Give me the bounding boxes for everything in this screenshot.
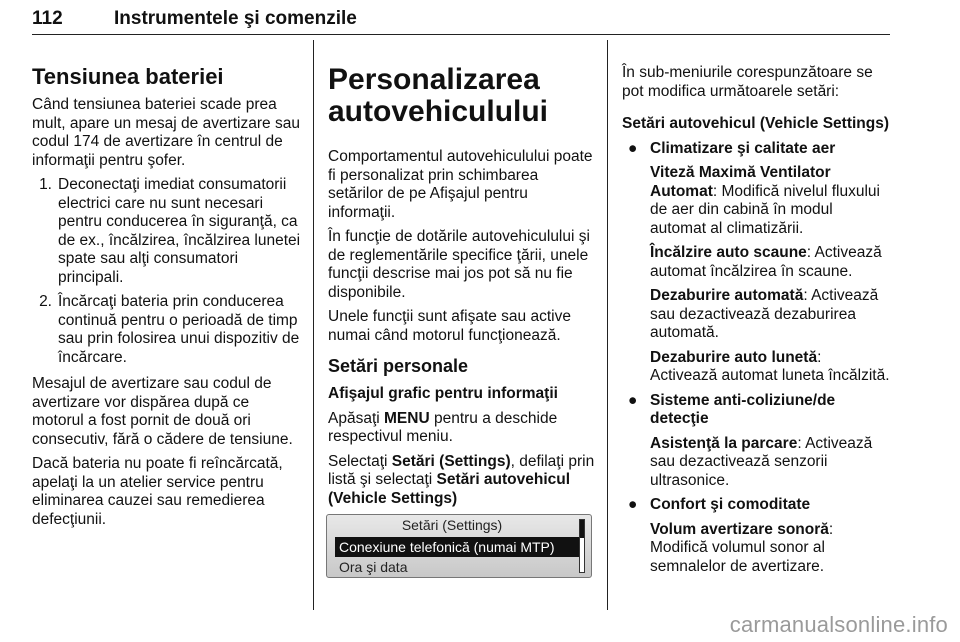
sub-item-label: Viteză Maximă Ventilator Automat (650, 164, 831, 200)
bullet-title: Confort şi comoditate (650, 496, 811, 513)
display-scrollbar (579, 519, 585, 573)
sub-item (650, 435, 890, 491)
subsubheading-graphic-display: Afişajul grafic pentru informaţii (328, 385, 558, 402)
sub-item (650, 287, 890, 343)
settings-bullet-list (622, 140, 890, 577)
vehicle-settings-heading: Setări autovehicul (Vehicle Settings) (622, 115, 890, 132)
watermark: carmanualsonline.info (729, 612, 948, 637)
bullet-icon: ● (628, 139, 638, 157)
personalization-para-3: Unele funcţii sunt afişate sau active numai când motorul funcţionează. (328, 308, 571, 344)
header-rule (32, 34, 890, 35)
press-pre: Apăsaţi (328, 409, 385, 427)
battery-intro: Când tensiunea bateriei scade prea mult, apare un mesaj de avertizare sau codul 174 de avertizare în centrul de informaţii pentru şofer. (32, 96, 300, 169)
list-item (32, 176, 302, 287)
submenus-intro: În sub-meniurile corespunzătoare se pot modifica următoarele setări: (622, 64, 873, 100)
sub-item-text: : Activează automat încălzirea în scaune. (650, 244, 882, 280)
select-mid: , defilaţi prin listă şi selectaţi (328, 452, 595, 488)
column-divider-2 (607, 40, 608, 610)
display-title: Setări (Settings) (401, 517, 503, 533)
step-text: Încărcaţi bateria prin conducerea continuă pentru o perioadă de timp sau prin folosirea unui dispozitiv de încărcare. (58, 293, 300, 366)
settings-label: Setări (Settings) (391, 452, 511, 470)
running-title: Instrumentele şi comenzile (114, 8, 357, 29)
sub-item-label: Volum avertizare sonoră (650, 520, 829, 538)
right-column (622, 64, 890, 582)
sub-item-label: Asistenţă la parcare (650, 434, 798, 452)
personalization-para-1: Comportamentul autovehiculului poate fi personalizat prin schimbarea setărilor de pe Afişajul pentru informaţii. (328, 148, 593, 221)
bullet-title: Climatizare şi calitate aer (650, 139, 836, 157)
sub-item-label: Dezaburire auto lunetă (650, 348, 818, 366)
section-heading-battery: Tensiunea bateriei (32, 64, 224, 89)
column-divider-1 (313, 40, 314, 610)
subheading-personal-settings: Setări personale (328, 356, 469, 376)
page-number: 112 (32, 8, 63, 29)
left-column (32, 46, 302, 535)
sub-item-text: : Activează sau dezactivează senzorii ultrasonice. (650, 434, 873, 489)
display-scroll-thumb (580, 520, 584, 538)
sub-item-text: : Activează automat luneta încălzită. (650, 348, 890, 384)
sub-item (650, 521, 890, 577)
battery-para-3: Dacă bateria nu poate fi reîncărcată, apelaţi la un atelier service pentru eliminarea cauzei sau remedierea defecţiunii. (32, 455, 283, 528)
battery-steps (32, 176, 302, 367)
section-heading-personalization: Personalizarea autovehiculului (328, 63, 549, 128)
middle-column (328, 46, 596, 514)
battery-para-2: Mesajul de avertizare sau codul de avertizare vor dispărea după ce motorul a fost pornit de două ori consecutiv, fără o cădere de tensiune. (32, 375, 293, 448)
step-number: 1. (39, 176, 52, 193)
sub-item-text: : Modifică volumul sonor al semnalelor de avertizare. (650, 520, 834, 575)
personalization-para-2: În funcţie de dotările autovehiculului şi de reglementările specifice ţării, unele funcţii descrise mai jos pot să nu fie disponibile. (328, 228, 590, 301)
step-text: Deconectaţi imediat consumatorii electrici care nu sunt necesari pentru conducerea în siguranţă, ca de ex., încălzirea, încălzirea lunetei spate sau alţi consumatori principali. (58, 176, 301, 286)
list-item (622, 140, 890, 386)
sub-item (650, 244, 890, 281)
page-header (32, 6, 890, 46)
vehicle-settings-label: Setări autovehicul (Vehicle Settings) (328, 471, 571, 507)
bullet-title: Sisteme anti-coliziune/de detecţie (650, 391, 836, 427)
press-post: pentru a deschide respectivul meniu. (328, 409, 558, 445)
sub-item-text: : Activează sau dezactivează dezaburirea automată. (650, 287, 879, 341)
list-item (32, 293, 302, 367)
settings-display-illustration (326, 514, 592, 578)
bullet-icon: ● (628, 391, 638, 409)
step-number: 2. (39, 293, 52, 310)
list-item (622, 496, 890, 576)
select-settings-instruction (328, 453, 596, 509)
select-pre: Selectaţi (328, 452, 392, 470)
sub-item-label: Dezaburire automată (650, 287, 804, 304)
sub-item (650, 164, 890, 238)
press-menu-instruction (328, 410, 596, 447)
display-item: Ora şi data (339, 559, 408, 575)
sub-item (650, 349, 890, 386)
sub-item-label: Încălzire auto scaune (650, 244, 807, 261)
menu-key-label: MENU (384, 409, 430, 427)
display-selected-item: Conexiune telefonică (numai MTP) (335, 537, 579, 557)
bullet-icon: ● (628, 496, 638, 513)
list-item (622, 392, 890, 491)
sub-item-text: : Modifică nivelul fluxului de aer din cabină în modul automat al climatizării. (650, 182, 880, 237)
